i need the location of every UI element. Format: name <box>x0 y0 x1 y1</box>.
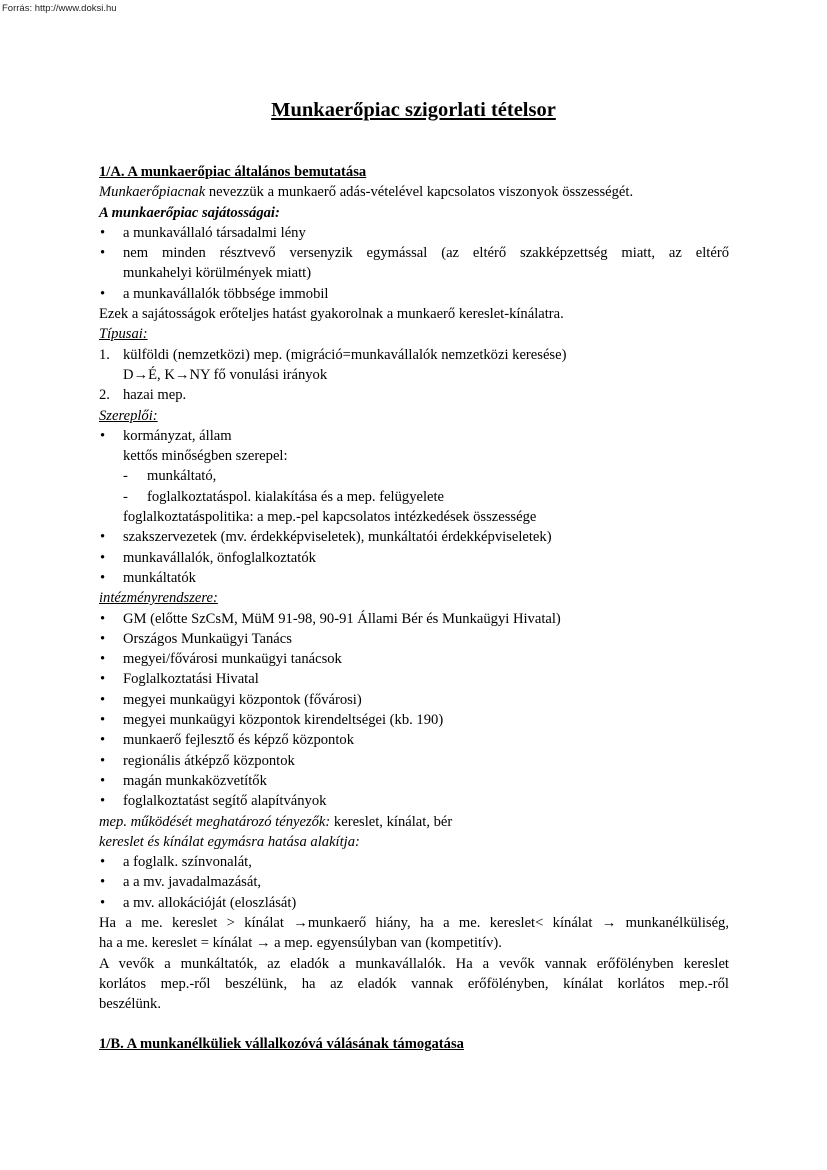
list-item: • megyei munkaügyi központok (fővárosi) <box>99 690 729 710</box>
list-item: • nem minden résztvevő versenyzik egymással (az eltérő szakképzettség miatt, az eltérő <box>99 243 729 263</box>
list-item: • magán munkaközvetítők <box>99 771 729 791</box>
paragraph-line: ha a me. kereslet = kínálat → a mep. egyensúlyban van (kompetitív). <box>99 935 502 952</box>
list-item: • kormányzat, állam <box>99 426 729 446</box>
paragraph-line: beszélünk. <box>99 996 162 1013</box>
source-url: Forrás: http://www.doksi.hu <box>2 3 117 14</box>
document-body <box>99 162 729 1055</box>
paragraph-line: A vevők a munkáltatók, az eladók a munkavállalók. Ha a vevők vannak erőfölényben kereslet <box>99 955 729 972</box>
types-heading: Típusai: <box>99 326 148 343</box>
item-text: külföldi (nemzetközi) mep. (migráció=munkavállalók nemzetközi keresése) <box>123 346 567 363</box>
list-item: • Országos Munkaügyi Tanács <box>99 629 729 649</box>
list-item: • a munkavállalók többsége immobil <box>99 284 729 304</box>
document-title: Munkaerőpiac szigorlati tételsor <box>271 99 556 121</box>
factors-text: kereslet, kínálat, bér <box>330 813 453 830</box>
features-heading: A munkaerőpiac sajátosságai: <box>99 204 280 221</box>
numbered-item-continuation <box>99 365 729 385</box>
list-item: • a munkavállaló társadalmi lény <box>99 223 729 243</box>
dash-item: - munkáltató, <box>123 468 217 485</box>
definition-line <box>99 182 729 202</box>
definition-term: Munkaerőpiacnak <box>99 184 206 201</box>
definition-text: nevezzük a munkaerő adás-vételével kapcsolatos viszonyok összességét. <box>205 184 634 201</box>
list-item: • szakszervezetek (mv. érdekképviseletek), munkáltatói érdekképviseletek) <box>99 527 729 547</box>
item-text: D→É, K→NY fő vonulási irányok <box>123 366 328 383</box>
list-item: • a foglalk. színvonalát, <box>99 852 729 872</box>
dash-item-text: munkáltató, <box>147 468 217 485</box>
list-item-continuation: kettős minőségben szerepel: <box>123 448 288 465</box>
list-item-continuation: foglalkoztatáspolitika: a mep.-pel kapcsolatos intézkedések összessége <box>123 509 537 526</box>
dash-item-text: foglalkoztatáspol. kialakítása és a mep. felügyelete <box>147 488 445 505</box>
list-item: • a mv. allokációját (eloszlását) <box>99 893 729 913</box>
list-item: • megyei/fővárosi munkaügyi tanácsok <box>99 649 729 669</box>
actors-heading: Szereplői: <box>99 407 158 424</box>
list-item: • munkaerő fejlesztő és képző központok <box>99 730 729 750</box>
numbered-item <box>99 385 729 405</box>
item-number: 1. <box>99 346 110 363</box>
list-item: • Foglalkoztatási Hivatal <box>99 669 729 689</box>
paragraph-line: korlátos mep.-ről beszélünk, ha az eladók vannak erőfölényben, kínálat korlátos mep.-ről <box>99 975 729 992</box>
section-1a-heading: 1/A. A munkaerőpiac általános bemutatása <box>99 164 367 180</box>
factors-line <box>99 812 729 832</box>
list-item-continuation: munkahelyi körülmények miatt) <box>123 265 312 282</box>
factors-label: mep. működését meghatározó tényezők: <box>99 813 331 830</box>
paragraph-line: Ha a me. kereslet > kínálat →munkaerő hiány, ha a me. kereslet< kínálat → munkanélküliség, <box>99 914 729 931</box>
list-item: • megyei munkaügyi központok kirendeltségei (kb. 190) <box>99 710 729 730</box>
dash-item: - foglalkoztatáspol. kialakítása és a mep. felügyelete <box>123 488 445 505</box>
institutions-heading: intézményrendszere: <box>99 590 218 607</box>
item-text: hazai mep. <box>123 387 187 404</box>
list-item: • regionális átképző központok <box>99 751 729 771</box>
interaction-heading: kereslet és kínálat egymásra hatása alakítja: <box>99 833 360 850</box>
features-effect: Ezek a sajátosságok erőteljes hatást gyakorolnak a munkaerő kereslet-kínálatra. <box>99 306 564 323</box>
list-item: • foglalkoztatást segítő alapítványok <box>99 791 729 811</box>
section-1b-heading: 1/B. A munkanélküliek vállalkozóvá válásának támogatása <box>99 1036 464 1053</box>
list-item: • munkáltatók <box>99 568 729 588</box>
numbered-item <box>99 345 729 365</box>
list-item: • munkavállalók, önfoglalkoztatók <box>99 548 729 568</box>
item-number: 2. <box>99 387 110 404</box>
list-item: • GM (előtte SzCsM, MüM 91-98, 90-91 Állami Bér és Munkaügyi Hivatal) <box>99 609 729 629</box>
list-item: • a a mv. javadalmazását, <box>99 872 729 892</box>
